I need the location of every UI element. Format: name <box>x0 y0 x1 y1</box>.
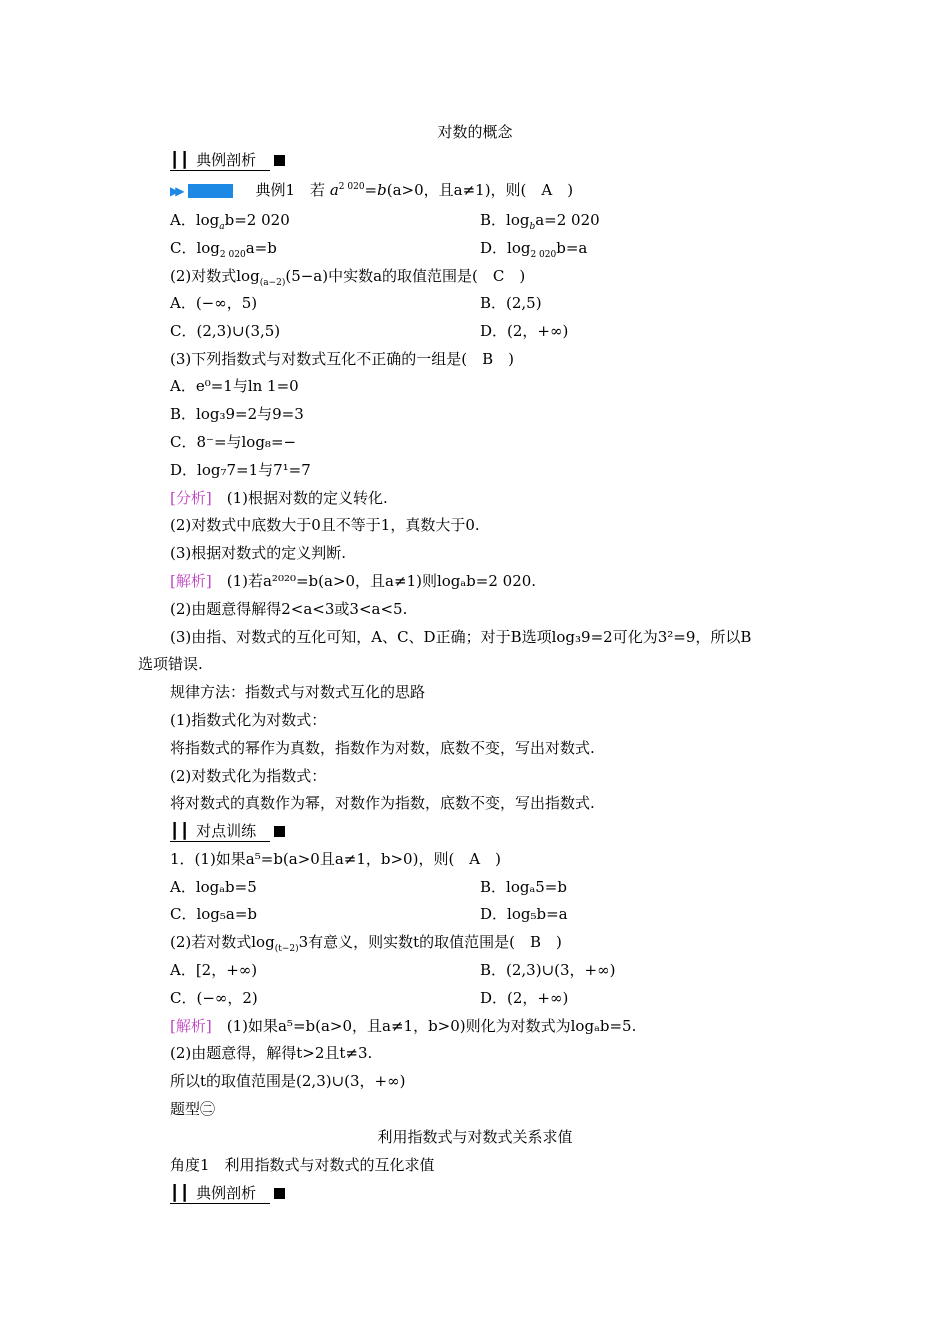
solution-line-1: [解析] (1)若a²⁰²⁰=b(a>0，且a≠1)则logₐb=2 020. <box>170 572 537 590</box>
method-step-1: (1)指数式化为对数式： <box>170 711 327 729</box>
square-icon <box>274 826 285 837</box>
double-chevron-icon: ▶▶ <box>170 184 181 198</box>
practice-q1-option-d: D．log₅b=a <box>480 905 568 923</box>
q2-option-b: B．(2,5) <box>480 294 542 312</box>
solution-tag: [解析] <box>170 1017 212 1035</box>
practice-solution-1: [解析] (1)如果a⁵=b(a>0，且a≠1，b>0)则化为对数式为logₐb=5. <box>170 1017 637 1035</box>
angle-title: 角度1 利用指数式与对数式的互化求值 <box>170 1156 435 1174</box>
practice-q1-option-a: A．logₐb=5 <box>170 878 257 896</box>
practice-q2-option-b: B．(2,3)∪(3，+∞) <box>480 961 616 979</box>
practice-q1-option-c: C．log₅a=b <box>170 905 258 923</box>
analysis-line-1: [分析] (1)根据对数的定义转化. <box>170 489 388 507</box>
practice-solution-3: 所以t的取值范围是(2,3)∪(3，+∞) <box>170 1072 406 1090</box>
solution-line-4: 选项错误. <box>138 655 203 673</box>
q2-option-c: C．(2,3)∪(3,5) <box>170 322 281 340</box>
q1-option-a: A．$\log_ab=2$ 020 <box>170 211 290 232</box>
page-title: 对数的概念 <box>437 123 513 141</box>
bars-icon: ┃┃ <box>170 822 191 840</box>
analysis-tag: [分析] <box>170 489 212 507</box>
bars-icon: ┃┃ <box>170 151 191 169</box>
section-header: ┃┃ 典例剖析 <box>170 150 285 170</box>
q2-option-a: A．(−∞，5) <box>170 294 258 312</box>
solution-tag: [解析] <box>170 572 212 590</box>
analysis-line-3: (3)根据对数式的定义判断. <box>170 544 347 562</box>
blue-label-bar <box>188 184 233 198</box>
section-header: ┃┃ 典例剖析 <box>170 1183 285 1203</box>
practice-q1-stem: 1．(1)如果a⁵=b(a>0且a≠1，b>0)，则( A ) <box>170 850 501 868</box>
practice-solution-2: (2)由题意得，解得t>2且t≠3. <box>170 1044 373 1062</box>
method-step-1-desc: 将指数式的幂作为真数，指数作为对数，底数不变，写出对数式. <box>170 739 595 757</box>
practice-header: ┃┃ 对点训练 <box>170 821 285 841</box>
example-1-stem: ▶▶ 典例1 若 $a^{2 020}=b(a>0$，且a≠1)，则( A ) <box>170 181 574 199</box>
q1-option-c: C．$\log_{2 020}a=b$ <box>170 239 277 260</box>
q3-option-a: A．e⁰=1与ln 1=0 <box>170 377 299 395</box>
practice-q1-option-b: B．logₐ5=b <box>480 878 567 896</box>
example-badge <box>170 181 233 201</box>
type-label: 题型㊁ <box>170 1100 216 1118</box>
q1-option-b: B．$\log_ba=2$ 020 <box>480 211 600 232</box>
q3-option-c: C．8⁻=与log₈=− <box>170 433 297 451</box>
practice-q2-stem: (2)若对数式$\log_{(t-2)}3$有意义，则实数t的取值范围是( B ) <box>170 933 562 954</box>
solution-line-2: (2)由题意得解得2<a<3或3<a<5. <box>170 600 408 618</box>
square-icon <box>274 1188 285 1199</box>
method-step-2: (2)对数式化为指数式： <box>170 767 327 785</box>
q3-stem: (3)下列指数式与对数式互化不正确的一组是( B ) <box>170 350 514 368</box>
practice-q2-option-c: C．(−∞，2) <box>170 989 258 1007</box>
q2-option-d: D．(2，+∞) <box>480 322 569 340</box>
square-icon <box>274 155 285 166</box>
practice-q2-option-d: D．(2，+∞) <box>480 989 569 1007</box>
q3-option-d: D．log₇7=1与7¹=7 <box>170 461 311 479</box>
solution-line-3: (3)由指、对数式的互化可知，A、C、D正确；对于B选项log₃9=2可化为3²=9，所以B <box>170 628 752 646</box>
method-title: 规律方法：指数式与对数式互化的思路 <box>170 683 426 701</box>
bars-icon: ┃┃ <box>170 1184 191 1202</box>
q1-option-d: D．$\log_{2 020}b=a$ <box>480 239 588 260</box>
practice-q2-option-a: A．[2，+∞) <box>170 961 258 979</box>
method-step-2-desc: 将对数式的真数作为幂，对数作为指数，底数不变，写出指数式. <box>170 794 595 812</box>
q2-stem: (2)对数式$\log_{(a-2)}(5-a)$中实数a的取值范围是( C ) <box>170 267 526 288</box>
analysis-line-2: (2)对数式中底数大于0且不等于1，真数大于0. <box>170 516 480 534</box>
section-title: 利用指数式与对数式关系求值 <box>377 1128 573 1146</box>
q3-option-b: B．log₃9=2与9=3 <box>170 405 304 423</box>
